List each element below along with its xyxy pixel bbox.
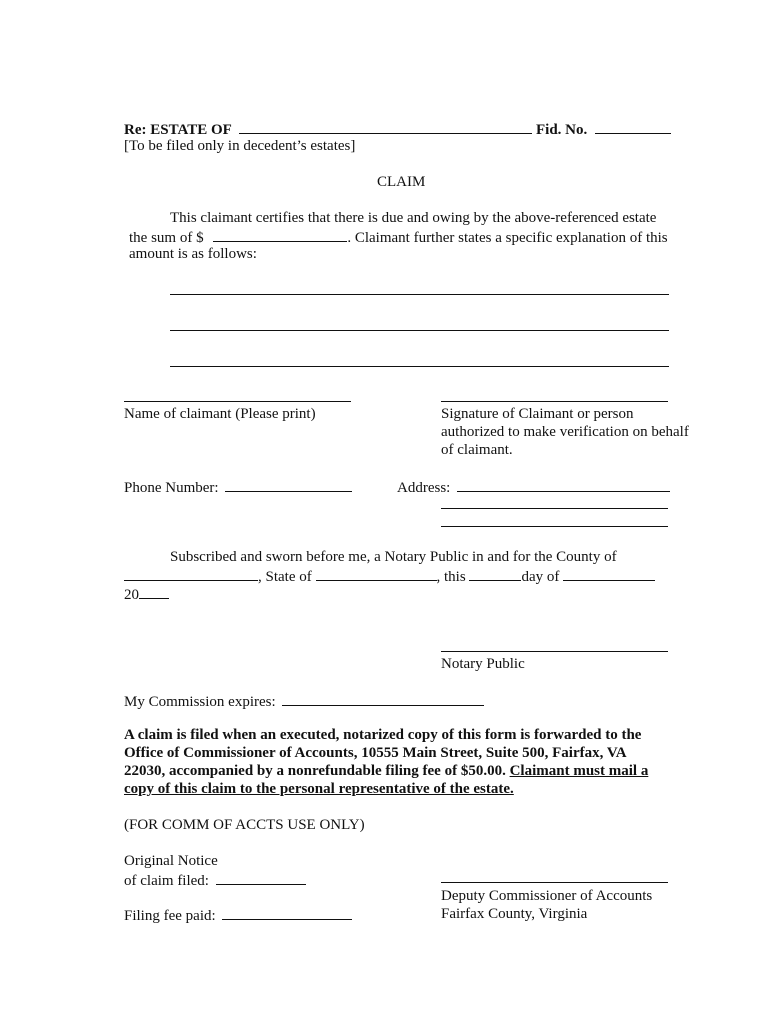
year-field[interactable] — [139, 584, 169, 599]
claim-filed-line — [124, 870, 306, 890]
notary-public-label: Notary Public — [441, 656, 525, 672]
certification-line-2 — [129, 227, 668, 247]
document-title: CLAIM — [377, 174, 426, 190]
sum-amount-field[interactable] — [213, 227, 347, 242]
fid-line — [536, 119, 671, 139]
explanation-line-3[interactable] — [170, 366, 669, 367]
claim-filed-label: of claim filed: — [124, 873, 209, 889]
claimant-name-label: Name of claimant (Please print) — [124, 406, 316, 422]
fid-label: Fid. No. — [536, 122, 588, 138]
deputy-signature-field[interactable] — [441, 882, 668, 883]
filing-notice — [124, 726, 660, 798]
commission-label: My Commission expires: — [124, 694, 276, 710]
fid-number-field[interactable] — [595, 119, 671, 134]
notary-signature-field[interactable] — [441, 651, 668, 652]
mail-copy-notice: Claimant must mail a copy of this claim to the personal representative of the estate. — [124, 763, 649, 797]
certification-line-1: This claimant certifies that there is due and owing by the above-referenced estate — [170, 210, 657, 226]
state-field[interactable] — [316, 566, 437, 581]
filing-note: [To be filed only in decedent’s estates] — [124, 138, 356, 154]
signature-label-line-2: authorized to make verification on behalf — [441, 424, 689, 440]
phone-label: Phone Number: — [124, 480, 219, 496]
sum-prefix: the sum of $ — [129, 230, 204, 246]
estate-line — [124, 119, 532, 139]
day-of-text: day of — [521, 569, 560, 585]
year-line — [124, 584, 169, 604]
year-prefix: 20 — [124, 587, 139, 603]
filing-fee-field[interactable] — [222, 905, 352, 920]
claimant-signature-field[interactable] — [441, 401, 668, 402]
explanation-line-1[interactable] — [170, 294, 669, 295]
filing-fee-line — [124, 905, 352, 925]
sworn-statement: Subscribed and sworn before me, a Notary Public in and for the County of — [170, 549, 617, 565]
this-text: , this — [436, 569, 466, 585]
claimant-name-field[interactable] — [124, 401, 351, 402]
filing-fee-label: Filing fee paid: — [124, 908, 216, 924]
filing-notice-text: A claim is filed when an executed, notarized copy of this form is forwarded to the Office of Commissioner of Accounts, 10555 Main Street, Suite 500, Fairfax, VA 22030, accompanied by a nonrefundable filing fee of $50.00. — [124, 727, 642, 779]
certification-line-3: amount is as follows: — [129, 246, 257, 262]
commission-line — [124, 691, 484, 711]
address-field-2[interactable] — [441, 508, 668, 509]
claim-filed-field[interactable] — [216, 870, 306, 885]
month-field[interactable] — [563, 566, 655, 581]
day-field[interactable] — [469, 566, 521, 581]
address-field-3[interactable] — [441, 526, 668, 527]
address-label: Address: — [397, 480, 451, 496]
explanation-line-2[interactable] — [170, 330, 669, 331]
commission-expires-field[interactable] — [282, 691, 484, 706]
estate-name-field[interactable] — [239, 119, 532, 134]
office-use-heading: (FOR COMM OF ACCTS USE ONLY) — [124, 817, 365, 833]
signature-label-line-3: of claimant. — [441, 442, 513, 458]
original-notice-label: Original Notice — [124, 853, 218, 869]
notary-date-line — [124, 566, 655, 586]
address-line — [397, 477, 670, 497]
county-field[interactable] — [124, 566, 258, 581]
state-text: , State of — [258, 569, 312, 585]
sum-suffix: . Claimant further states a specific explanation of this — [347, 230, 668, 246]
deputy-location: Fairfax County, Virginia — [441, 906, 588, 922]
address-field-1[interactable] — [457, 477, 670, 492]
phone-number-field[interactable] — [225, 477, 352, 492]
signature-label-line-1: Signature of Claimant or person — [441, 406, 634, 422]
deputy-title: Deputy Commissioner of Accounts — [441, 888, 653, 904]
estate-label: Re: ESTATE OF — [124, 122, 232, 138]
phone-line — [124, 477, 352, 497]
